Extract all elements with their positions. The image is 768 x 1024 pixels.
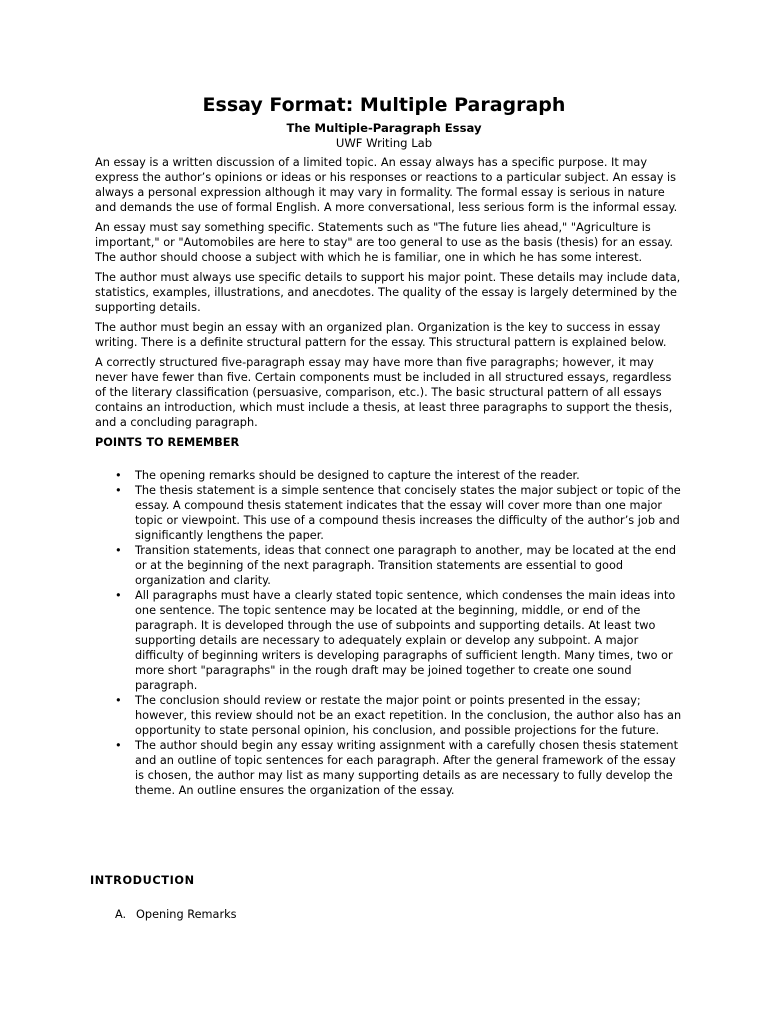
outline-item <box>115 907 237 922</box>
document-subtitle: The Multiple-Paragraph Essay <box>286 121 482 135</box>
bullet-icon: • <box>115 589 122 602</box>
body-paragraph: An essay must say something specific. Statements such as "The future lies ahead," "Agriculture is important," or "Automobiles are here to stay" are too general to use as the basis (thesis) for an essay. The author should choose a subject with which he is familiar, one in which he has some interest. <box>95 221 673 264</box>
body-paragraph: The author must begin an essay with an organized plan. Organization is the key to success in essay writing. There is a definite structural pattern for the essay. This structural pattern is explained below. <box>95 321 667 349</box>
outline-text: Opening Remarks <box>136 908 237 921</box>
list-item-text: Transition statements, ideas that connect one paragraph to another, may be located at the end or at the beginning of the next paragraph. Transition statements are essential to good organization and clarity. <box>135 544 677 587</box>
bullet-icon: • <box>115 694 122 707</box>
outline-marker: A. <box>115 908 127 921</box>
bullet-icon: • <box>115 739 122 752</box>
list-item-text: The thesis statement is a simple sentence that concisely states the major subject or topic of the essay. A compound thesis statement indicates that the essay will cover more than one major topic or viewpoint. This use of a compound thesis increases the difficulty of the author’s job and significantly lengthens the paper. <box>135 484 681 542</box>
list-item <box>95 483 685 543</box>
list-item <box>95 543 685 588</box>
document-title: Essay Format: Multiple Paragraph <box>202 94 566 116</box>
list-item <box>95 468 685 483</box>
bullet-icon: • <box>115 469 122 482</box>
bullet-icon: • <box>115 484 122 497</box>
document-body <box>95 155 685 798</box>
list-item-text: The conclusion should review or restate the major point or points presented in the essay; however, this review should not be an exact repetition. In the conclusion, the author also has an opportunity to state personal opinion, his conclusion, and possible projections for the future. <box>135 694 682 737</box>
list-item <box>95 588 685 693</box>
body-paragraph: The author must always use specific details to support his major point. These details may include data, statistics, examples, illustrations, and anecdotes. The quality of the essay is largely determined by the supporting details. <box>95 271 681 314</box>
list-item-text: The author should begin any essay writing assignment with a carefully chosen thesis statement and an outline of topic sentences for each paragraph. After the general framework of the essay is chosen, the author may list as many supporting details as are necessary to fully develop the theme. An outline ensures the organization of the essay. <box>135 739 679 797</box>
list-item <box>95 693 685 738</box>
list-item-text: All paragraphs must have a clearly stated topic sentence, which condenses the main ideas into one sentence. The topic sentence may be located at the beginning, middle, or end of the paragraph. It is developed through the use of subpoints and supporting details. At least two supporting details are necessary to adequately explain or develop any subpoint. A major difficulty of beginning writers is developing paragraphs of sufficient length. Many times, two or more short "paragraphs" in the rough draft may be joined together to create one sound paragraph. <box>135 589 676 692</box>
introduction-heading: INTRODUCTION <box>90 874 195 887</box>
bullet-icon: • <box>115 544 122 557</box>
points-heading: POINTS TO REMEMBER <box>95 436 240 449</box>
list-item-text: The opening remarks should be designed to capture the interest of the reader. <box>135 469 580 482</box>
document-author: UWF Writing Lab <box>335 136 433 150</box>
body-paragraph: A correctly structured five-paragraph essay may have more than five paragraphs; however, it may never have fewer than five. Certain components must be included in all structured essays, regardless of the literary classification (persuasive, comparison, etc.). The basic structural pattern of all essays contains an introduction, which must include a thesis, at least three paragraphs to support the thesis, and a concluding paragraph. <box>95 356 673 429</box>
list-item <box>95 738 685 798</box>
body-paragraph: An essay is a written discussion of a limited topic. An essay always has a specific purpose. It may express the author’s opinions or ideas or his responses or reactions to a particular subject. An essay is always a personal expression although it may vary in formality. The formal essay is serious in nature and demands the use of formal English. A more conversational, less serious form is the informal essay. <box>95 156 678 214</box>
points-list <box>95 468 685 798</box>
